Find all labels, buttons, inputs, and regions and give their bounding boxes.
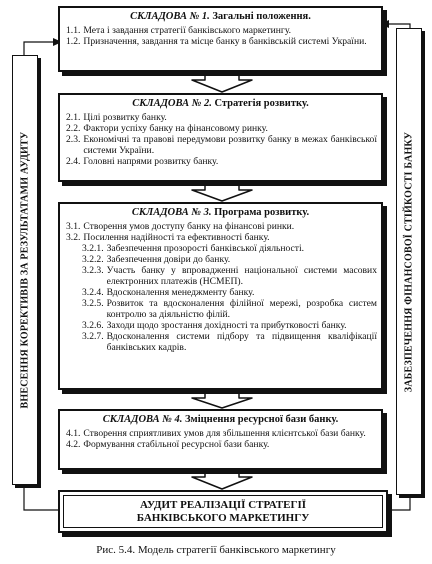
list-item: 3.2.1. Забезпечення прозорості банківської діяльності. [82,243,305,254]
component-3-box [58,202,383,390]
financial-stability-bar [396,28,422,495]
loop-left-top [24,42,54,55]
list-item: 2.3. Економічні та правові передумови розвитку банку в межах банківської системи України. [66,134,377,156]
component-3-heading: Програма розвитку. [214,207,310,218]
list-item: 3.2. Посилення надійності та ефективності банку. [66,232,270,243]
loop-left-bottom [24,485,58,510]
arrow-down-4-audit [192,472,252,489]
audit-box [58,490,388,533]
list-item: 4.1. Створення сприятливих умов для збільшення клієнтської бази банку. [66,428,366,439]
list-item: 4.2. Формування стабільної ресурсної бази банку. [66,439,270,450]
corrections-bar-label: ВНЕСЕННЯ КОРЕКТИВІВ ЗА РЕЗУЛЬТАТАМИ АУДИТУ [19,131,31,409]
component-3-label: СКЛАДОВА № 3. [131,207,212,218]
audit-box-inner [63,495,383,528]
component-1-heading: Загальні положення. [212,11,311,22]
loop-right-bottom [389,495,410,510]
corrections-bar [12,55,38,485]
arrow-down-2-3 [192,184,252,201]
audit-line-2: БАНКІВСЬКОГО МАРКЕТИНГУ [136,511,310,524]
audit-line-1: АУДИТ РЕАЛІЗАЦІЇ СТРАТЕГІЇ [139,498,307,511]
list-item: 3.2.2. Забезпечення довіри до банку. [82,254,231,265]
list-item: 3.1. Створення умов доступу банку на фінансові ринки. [66,221,295,232]
list-item: 3.2.4. Вдосконалення менеджменту банку. [82,287,255,298]
financial-stability-bar-label: ЗАБЕЗПЕЧЕННЯ ФІНАНСОВОЇ СТІЙКОСТІ БАНКУ [403,131,415,392]
component-1-box [58,6,383,72]
figure-caption: Рис. 5.4. Модель стратегії банківського маркетингу [96,544,336,556]
component-4-heading: Зміцнення ресурсної бази банку. [185,414,339,425]
component-3-title [60,207,381,219]
list-item: 3.2.5. Розвиток та вдосконалення філійної мережі, розробка систем контролю за діяльністю філій. [82,298,377,320]
list-item: 3.2.6. Заходи щодо зростання дохідності та прибутковості банку. [82,320,347,331]
component-4-label: СКЛАДОВА № 4. [102,414,183,425]
arrow-down-3-4 [192,392,252,408]
component-2-heading: Стратегія розвитку. [214,98,309,109]
component-4-box [58,409,383,470]
component-2-title [60,98,381,110]
arrow-down-1-2 [192,74,252,92]
list-item: 1.1. Мета і завдання стратегії банківського маркетингу. [66,25,292,36]
component-1-label: СКЛАДОВА № 1. [130,11,210,22]
component-2-box [58,93,383,182]
component-4-title [60,414,381,426]
list-item: 2.4. Головні напрями розвитку банку. [66,156,219,167]
list-item: 2.1. Цілі розвитку банку. [66,112,167,123]
list-item: 1.2. Призначення, завдання та місце банку в банківській системі України. [66,36,367,47]
list-item: 3.2.3. Участь банку у впровадженні національної системи масових електронних платежів (НСМЕП). [82,265,377,287]
list-item: 3.2.7. Вдосконалення системи підбору та підвищення кваліфікації банківських кадрів. [82,331,377,353]
component-1-title [60,11,381,23]
list-item: 2.2. Фактори успіху банку на фінансовому ринку. [66,123,268,134]
component-2-label: СКЛАДОВА № 2. [132,98,212,109]
